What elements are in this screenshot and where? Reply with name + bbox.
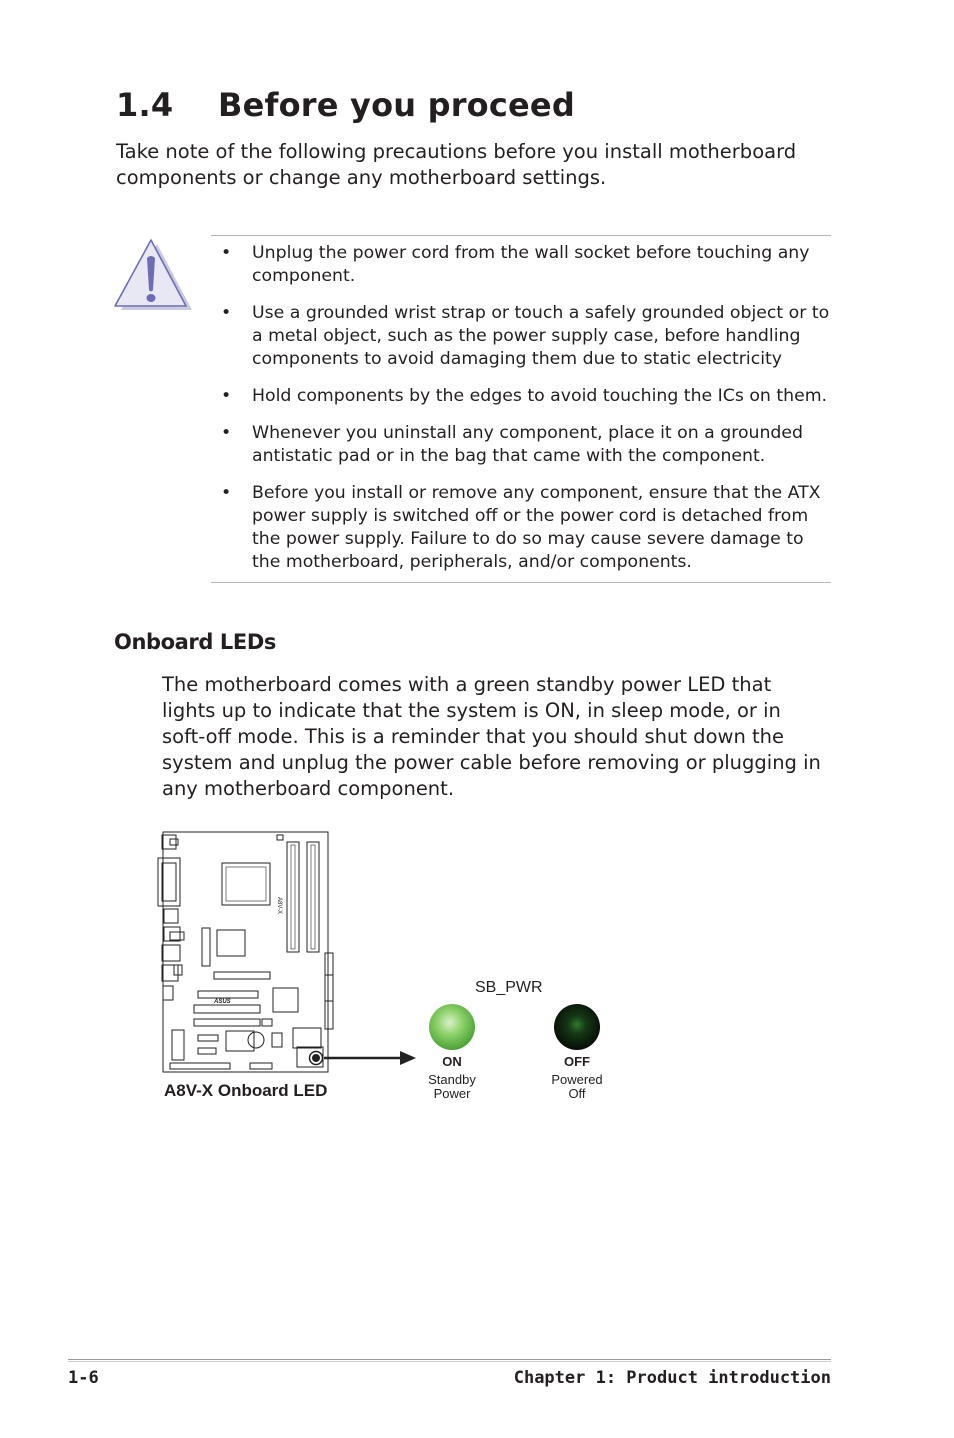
footer-divider	[68, 1359, 831, 1362]
list-item: • Before you install or remove any component, ensure that the ATX power supply is switched off or the power cord is detached from the power supply. Failure to do so may cause severe damage to the motherboard, peripherals, and/or components.	[221, 483, 821, 572]
led-on-indicator	[429, 1004, 475, 1050]
list-item: • Hold components by the edges to avoid touching the ICs on them.	[221, 386, 828, 406]
figure-caption: A8V-X Onboard LED	[164, 1081, 328, 1100]
section-title-text: Before you proceed	[218, 86, 575, 124]
warning-triangle-icon	[112, 238, 194, 314]
chapter-title: Chapter 1: Product introduction	[513, 1368, 831, 1388]
onboard-leds-heading: Onboard LEDs	[114, 630, 276, 654]
led-on-label: ON	[442, 1054, 462, 1069]
board-model-label: A8V-X	[276, 897, 282, 915]
caution-box	[211, 235, 831, 583]
led-name-label: SB_PWR	[475, 979, 543, 996]
led-off-label: OFF	[564, 1054, 590, 1069]
brand-label: ASUS	[214, 999, 231, 1005]
caution-list	[211, 242, 831, 588]
page-number: 1-6	[68, 1368, 99, 1388]
led-off-description: Powered Off	[551, 1072, 603, 1101]
list-item: • Whenever you uninstall any component, place it on a grounded antistatic pad or in the bag that came with the component.	[221, 423, 803, 466]
intro-paragraph: Take note of the following precautions before you install motherboard components or change any motherboard settings.	[116, 140, 797, 189]
led-on-description: Standby Power	[428, 1072, 476, 1101]
list-item: • Unplug the power cord from the wall socket before touching any component.	[221, 243, 810, 286]
onboard-leds-paragraph: The motherboard comes with a green standby power LED that lights up to indicate that the system is ON, in sleep mode, or in soft-off mode. This is a reminder that you should shut down the system and unplug the power cable before removing or plugging in any motherboard component.	[162, 673, 821, 800]
list-item: • Use a grounded wrist strap or touch a safely grounded object or to a metal object, such as the power supply case, before handling components to avoid damaging them due to static electricity	[221, 303, 830, 369]
section-number: 1.4	[116, 86, 174, 124]
section-title	[116, 86, 575, 124]
led-off-indicator	[554, 1004, 600, 1050]
